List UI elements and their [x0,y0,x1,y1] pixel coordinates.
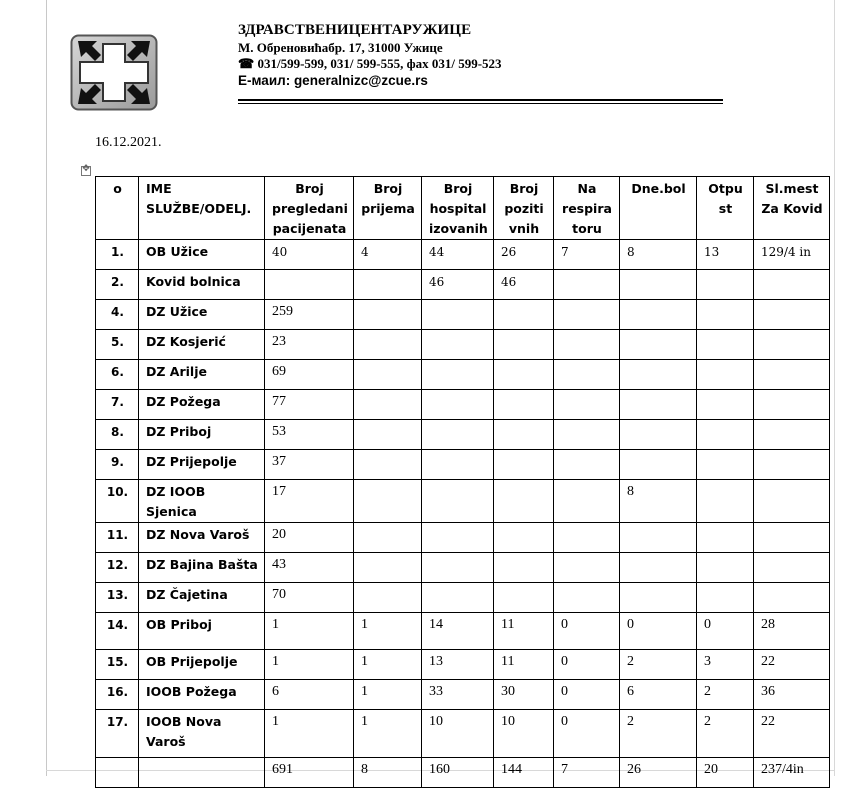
organization-email: Е-маил: generalnizc@zcue.rs [238,73,428,88]
cell-examined: 1 [265,613,354,650]
cell-examined: 1 [265,710,354,758]
cell-covid-beds [754,523,830,553]
table-move-handle[interactable] [81,166,91,176]
header-covid-beds: Sl.mest Za Kovid [754,177,830,240]
cell-positive [494,553,554,583]
cell-num [96,758,139,788]
header-hospitalized: Broj hospital izovanih [422,177,494,240]
cell-num: 1. [96,240,139,270]
cell-name: OB Prijepolje [139,650,265,680]
cell-examined: 43 [265,553,354,583]
move-icon: ✥ [82,164,90,174]
cell-name: IOOB Požega [139,680,265,710]
cell-hospitalized: 14 [422,613,494,650]
cell-hospital-days [620,583,697,613]
cell-name: DZ Čajetina [139,583,265,613]
cell-admissions: 1 [354,710,422,758]
cell-respirator: 0 [554,613,620,650]
cell-num: 7. [96,390,139,420]
cell-name: DZ Prijepolje [139,450,265,480]
cell-respirator [554,300,620,330]
cell-name: DZ Užice [139,300,265,330]
cell-covid-beds [754,583,830,613]
cell-admissions [354,300,422,330]
table-row [96,523,830,553]
cell-hospitalized [422,523,494,553]
cell-admissions: 1 [354,680,422,710]
cell-discharged [697,270,754,300]
cell-hospital-days [620,420,697,450]
page-edge-right [834,0,835,776]
cell-name: DZ IOOB Sjenica [139,480,265,523]
cell-covid-beds [754,480,830,523]
cell-hospitalized [422,330,494,360]
cell-examined: 37 [265,450,354,480]
table-row [96,480,830,523]
cell-covid-beds [754,330,830,360]
header-discharged: Otpu st [697,177,754,240]
cell-hospital-days: 26 [620,758,697,788]
cell-positive: 11 [494,613,554,650]
cell-respirator [554,390,620,420]
phone-icon: ☎ [238,56,258,71]
cell-admissions: 1 [354,650,422,680]
cell-hospitalized: 46 [422,270,494,300]
cell-examined: 17 [265,480,354,523]
cell-admissions [354,553,422,583]
cell-hospitalized [422,300,494,330]
cell-hospitalized [422,450,494,480]
cell-admissions [354,450,422,480]
cell-hospitalized [422,583,494,613]
cell-positive: 30 [494,680,554,710]
cell-covid-beds: 22 [754,650,830,680]
table-row [96,360,830,390]
cell-hospitalized [422,480,494,523]
cell-examined: 20 [265,523,354,553]
cell-admissions [354,583,422,613]
cell-discharged: 13 [697,240,754,270]
cell-covid-beds [754,270,830,300]
header-hospital-days: Dne.bol [620,177,697,240]
cell-covid-beds [754,360,830,390]
cell-admissions [354,480,422,523]
cell-covid-beds: 22 [754,710,830,758]
cell-discharged: 2 [697,710,754,758]
cell-name: DZ Bajina Bašta [139,553,265,583]
cell-hospital-days: 2 [620,710,697,758]
cell-positive [494,480,554,523]
cell-hospital-days: 8 [620,240,697,270]
cell-respirator [554,270,620,300]
cell-admissions [354,270,422,300]
cell-examined: 6 [265,680,354,710]
table-row [96,420,830,450]
cell-num: 9. [96,450,139,480]
cell-examined: 40 [265,240,354,270]
cell-admissions [354,360,422,390]
cell-admissions: 8 [354,758,422,788]
cell-examined: 70 [265,583,354,613]
cell-hospital-days [620,390,697,420]
cell-hospital-days [620,360,697,390]
cell-positive: 26 [494,240,554,270]
cell-respirator [554,330,620,360]
cell-hospitalized [422,390,494,420]
cell-hospitalized: 13 [422,650,494,680]
cell-hospitalized: 10 [422,710,494,758]
cell-covid-beds: 28 [754,613,830,650]
cell-covid-beds: 129/4 in [754,240,830,270]
table-row [96,650,830,680]
cell-discharged: 0 [697,613,754,650]
cell-hospitalized [422,553,494,583]
cell-hospital-days [620,553,697,583]
cell-covid-beds [754,390,830,420]
cell-discharged [697,390,754,420]
header-name: IME SLUŽBE/ODELJ. [139,177,265,240]
phone-numbers: 031/599-599, 031/ 599-555, фах 031/ 599-523 [257,56,502,71]
cell-hospitalized: 160 [422,758,494,788]
cell-hospitalized: 33 [422,680,494,710]
cell-examined [265,270,354,300]
cell-hospital-days: 0 [620,613,697,650]
cell-name: OB Priboj [139,613,265,650]
cell-positive [494,330,554,360]
cell-positive [494,300,554,330]
table-header-row [96,177,830,240]
cell-positive [494,360,554,390]
cell-num: 10. [96,480,139,523]
cell-admissions: 4 [354,240,422,270]
cell-discharged [697,523,754,553]
cell-respirator [554,360,620,390]
cell-admissions [354,523,422,553]
cell-num: 11. [96,523,139,553]
cell-name: Kovid bolnica [139,270,265,300]
cell-num: 14. [96,613,139,650]
cell-hospital-days [620,330,697,360]
cell-name [139,758,265,788]
cell-respirator: 7 [554,240,620,270]
table-row [96,450,830,480]
cell-name: DZ Priboj [139,420,265,450]
cell-discharged [697,360,754,390]
table-row [96,680,830,710]
cell-discharged [697,480,754,523]
cell-examined: 23 [265,330,354,360]
cell-name: DZ Požega [139,390,265,420]
letterhead-rule-thin [238,103,723,104]
cell-num: 15. [96,650,139,680]
cell-positive [494,420,554,450]
cell-num: 5. [96,330,139,360]
cell-discharged [697,300,754,330]
organization-name: ЗДРАВСТВЕНИЦЕНТАРУЖИЦЕ [238,22,472,38]
letterhead [238,21,728,90]
table-row [96,583,830,613]
cell-num: 17. [96,710,139,758]
cell-positive: 11 [494,650,554,680]
cell-examined: 69 [265,360,354,390]
cell-num: 6. [96,360,139,390]
cell-num: 2. [96,270,139,300]
cell-name: OB Užice [139,240,265,270]
cell-discharged [697,330,754,360]
cell-num: 13. [96,583,139,613]
cell-hospital-days [620,300,697,330]
cell-covid-beds [754,450,830,480]
cell-positive: 144 [494,758,554,788]
cell-hospital-days: 6 [620,680,697,710]
cell-discharged [697,420,754,450]
cell-admissions [354,390,422,420]
cell-covid-beds [754,300,830,330]
cell-respirator [554,553,620,583]
cell-hospitalized: 44 [422,240,494,270]
cell-respirator: 0 [554,710,620,758]
cell-covid-beds [754,420,830,450]
header-examined: Broj pregledani pacijenata [265,177,354,240]
cell-discharged [697,583,754,613]
cell-hospital-days [620,450,697,480]
organization-address: М. Обреновићабр. 17, 31000 Ужице [238,40,443,55]
organization-phone [238,56,728,72]
cell-positive [494,583,554,613]
header-number: o [96,177,139,240]
letterhead-rule-thick [238,99,723,101]
cell-covid-beds: 36 [754,680,830,710]
cell-discharged: 20 [697,758,754,788]
cell-respirator: 7 [554,758,620,788]
cell-respirator: 0 [554,680,620,710]
header-positive: Broj poziti vnih [494,177,554,240]
cell-hospital-days [620,523,697,553]
page-edge-left [46,0,47,776]
cell-positive: 46 [494,270,554,300]
cell-name: DZ Arilje [139,360,265,390]
table-row [96,240,830,270]
table-row [96,390,830,420]
cell-discharged [697,553,754,583]
cell-covid-beds [754,553,830,583]
table-row [96,710,830,758]
cell-respirator [554,420,620,450]
cell-positive [494,450,554,480]
cell-name: DZ Kosjerić [139,330,265,360]
cell-admissions [354,330,422,360]
cell-num: 4. [96,300,139,330]
cell-positive [494,390,554,420]
cell-examined: 691 [265,758,354,788]
table-row [96,330,830,360]
table-row [96,270,830,300]
cell-admissions: 1 [354,613,422,650]
cell-admissions [354,420,422,450]
table-row [96,553,830,583]
document-date: 16.12.2021. [95,135,162,150]
cell-hospitalized [422,360,494,390]
cell-positive: 10 [494,710,554,758]
cell-respirator [554,450,620,480]
cell-examined: 77 [265,390,354,420]
cell-hospital-days: 2 [620,650,697,680]
cell-respirator [554,523,620,553]
table-totals-row [96,758,830,788]
statistics-table [95,176,830,788]
cell-examined: 53 [265,420,354,450]
cell-hospital-days [620,270,697,300]
cell-discharged [697,450,754,480]
cell-num: 12. [96,553,139,583]
cell-respirator [554,583,620,613]
cell-respirator: 0 [554,650,620,680]
cell-positive [494,523,554,553]
header-respirator: Na respira toru [554,177,620,240]
cell-examined: 1 [265,650,354,680]
cell-name: DZ Nova Varoš [139,523,265,553]
table-row [96,300,830,330]
cell-discharged: 3 [697,650,754,680]
cell-examined: 259 [265,300,354,330]
cell-num: 8. [96,420,139,450]
cell-discharged: 2 [697,680,754,710]
health-center-logo [70,34,158,111]
header-admissions: Broj prijema [354,177,422,240]
table-row [96,613,830,650]
cell-name: IOOB Nova Varoš [139,710,265,758]
cell-covid-beds: 237/4in [754,758,830,788]
cell-num: 16. [96,680,139,710]
cell-respirator [554,480,620,523]
cell-hospitalized [422,420,494,450]
cell-hospital-days: 8 [620,480,697,523]
